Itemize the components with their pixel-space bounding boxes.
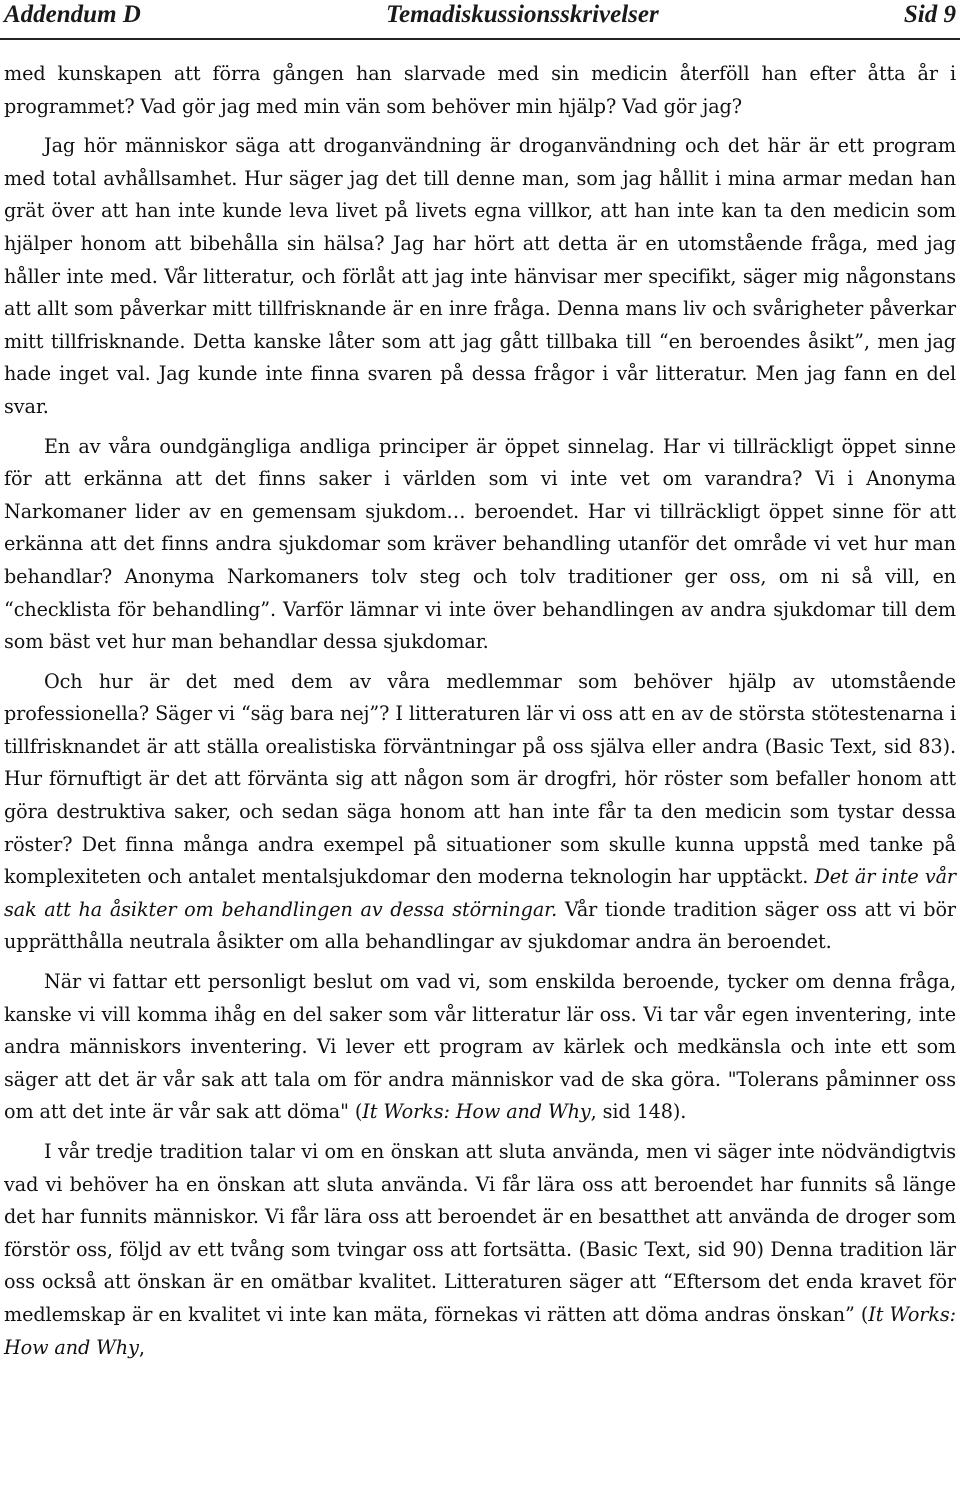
paragraph-italic: It Works: How and Why (4, 1302, 956, 1359)
paragraph-1 (4, 58, 956, 123)
page-number: Sid 9 (903, 1, 956, 28)
paragraph-5 (4, 966, 956, 1129)
paragraph-4 (4, 666, 956, 959)
header-title: Temadiskussionsskrivelser (386, 1, 659, 28)
header-left: Addendum D (4, 1, 141, 28)
paragraph-text: I vår tredje tradition talar vi om en önskan att sluta använda, men vi säger inte nödvändigtvis vad vi behöver ha en önskan att sluta använda. Vi får lära oss att beroendet har funnits så länge det har funnits människor. Vi får lära oss att beroendet är en besatthet att använda de droger som förstör oss, följd av ett tvång som tvingar oss att fortsätta. (Basic Text, sid 90) Denna tradition lär oss också att önskan är en omätbar kvalitet. Litteraturen säger att “Eftersom det enda kravet för medlemskap är en kvalitet vi inte kan mäta, förnekas vi rätten att döma andras önskan” ( (4, 1140, 956, 1326)
page-header (4, 0, 956, 30)
paragraph-text: En av våra oundgängliga andliga principer är öppet sinnelag. Har vi tillräckligt öppet sinne för att erkänna att det finns saker i världen som vi inte vet om varandra? Vi i Anonyma Narkomaner lider av en gemensam sjukdom… beroendet. Har vi tillräckligt öppet sinne för att erkänna att det finns andra sjukdomar som kräver behandling utanför det område vi vet hur man behandlar? Anonyma Narkomaners tolv steg och tolv traditioner ger oss, om ni så vill, en “checklista för behandling”. Varför lämnar vi inte över behandlingen av andra sjukdomar till dem som bäst vet hur man behandlar dessa sjukdomar. (4, 434, 956, 654)
paragraph-text: med kunskapen att förra gången han slarvade med sin medicin återföll han efter åtta år i programmet? Vad gör jag med min vän som behöver min hjälp? Vad gör jag? (4, 62, 956, 118)
paragraph-text-after: Vår tionde tradition säger oss att vi bör upprätthålla neutrala åsikter om alla behandlingar av sjukdomar andra än beroendet. (4, 897, 956, 954)
paragraph-3 (4, 431, 956, 659)
paragraph-6 (4, 1136, 956, 1364)
paragraph-text: Jag hör människor säga att droganvändning är droganvändning och det här är ett program med total avhållsamhet. Hur säger jag det till denne man, som jag hållit i mina armar medan han grät över att han inte kunde leva livet på livets egna villkor, att han inte kan ta den medicin som hjälper honom att bibehålla sin hälsa? Jag har hört att detta är en utomstående fråga, med jag håller inte med. Vår litteratur, och förlåt att jag inte hänvisar mer specifikt, säger mig någonstans att allt som påverkar mitt tillfrisknande är en inre fråga. Denna mans liv och svårigheter påverkar mitt tillfrisknande. Detta kanske låter som att jag gått tillbaka till “en beroendes åsikt”, men jag hade inget val. Jag kunde inte finna svaren på dessa frågor i vår litteratur. Men jag fann en del svar. (4, 134, 956, 418)
paragraph-text-after: , sid 148). (590, 1100, 687, 1124)
document-body (4, 58, 956, 1371)
paragraph-italic: Det är inte vår sak att ha åsikter om behandlingen av dessa störningar. (4, 865, 957, 921)
paragraph-italic: It Works: How and Why (362, 1100, 591, 1124)
paragraph-text: Och hur är det med dem av våra medlemmar som behöver hjälp av utomstående professionella? Säger vi “säg bara nej”? I litteraturen lär vi oss att en av de största stötestenarna i tillfrisknandet är att ställa orealistiska förväntningar på oss själva eller andra (Basic Text, sid 83). Hur förnuftigt är det att förvänta sig att någon som är drogfri, hör röster som befaller honom att göra destruktiva saker, och sedan säga honom att han inte får ta den medicin som tystar dessa röster? Det finna många andra exempel på situationer som skulle kunna uppstå med tanke på komplexiteten och antalet mentalsjukdomar den moderna teknologin har upptäckt. (4, 669, 956, 889)
header-rule (0, 38, 960, 40)
paragraph-text: När vi fattar ett personligt beslut om vad vi, som enskilda beroende, tycker om denna fråga, kanske vi vill komma ihåg en del saker som vår litteratur lär oss. Vi tar vår egen inventering, inte andra människors inventering. Vi lever ett program av kärlek och medkänsla och inte ett som säger att det är vår sak att tala om för andra människor vad de ska göra. "Tolerans påminner oss om att det inte är vår sak att döma" ( (4, 970, 956, 1124)
paragraph-text-after: , (138, 1335, 145, 1359)
paragraph-2 (4, 130, 956, 423)
